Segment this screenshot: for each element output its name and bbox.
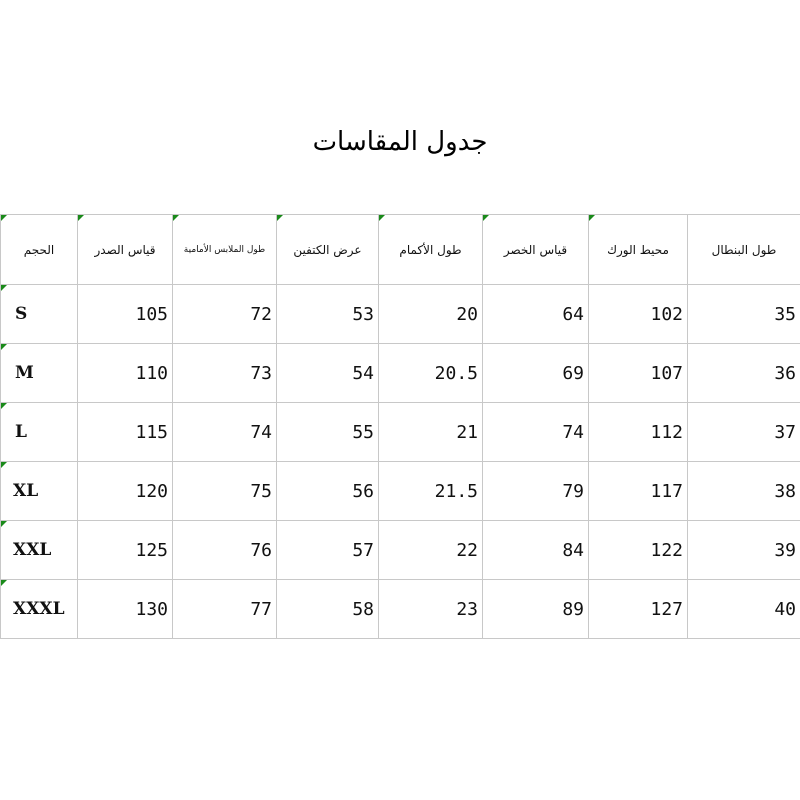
- pants-length-cell: 35: [688, 285, 800, 344]
- header-sleeve-length: طول الأكمام: [379, 215, 483, 285]
- sleeve-length-cell: 20.5: [379, 344, 483, 403]
- waist-cell: 74: [483, 403, 589, 462]
- sleeve-length-cell: 23: [379, 580, 483, 639]
- size-cell: S: [1, 285, 78, 344]
- header-row: [1, 215, 800, 285]
- header-hip: محيط الورك: [589, 215, 688, 285]
- shoulder-width-cell: 54: [277, 344, 379, 403]
- table-row: [1, 521, 800, 580]
- header-waist: قياس الخصر: [483, 215, 589, 285]
- sleeve-length-cell: 21.5: [379, 462, 483, 521]
- size-cell: M: [1, 344, 78, 403]
- header-pants-length: طول البنطال: [688, 215, 800, 285]
- sleeve-length-cell: 20: [379, 285, 483, 344]
- hip-cell: 102: [589, 285, 688, 344]
- front-length-cell: 76: [173, 521, 277, 580]
- front-length-cell: 74: [173, 403, 277, 462]
- sleeve-length-cell: 21: [379, 403, 483, 462]
- hip-cell: 117: [589, 462, 688, 521]
- hip-cell: 122: [589, 521, 688, 580]
- hip-cell: 107: [589, 344, 688, 403]
- size-chart-table: [0, 214, 800, 639]
- page-title: جدول المقاسات: [312, 127, 488, 157]
- sleeve-length-cell: 22: [379, 521, 483, 580]
- pants-length-cell: 39: [688, 521, 800, 580]
- pants-length-cell: 38: [688, 462, 800, 521]
- size-cell: XL: [1, 462, 78, 521]
- front-length-cell: 75: [173, 462, 277, 521]
- waist-cell: 84: [483, 521, 589, 580]
- front-length-cell: 72: [173, 285, 277, 344]
- shoulder-width-cell: 58: [277, 580, 379, 639]
- pants-length-cell: 37: [688, 403, 800, 462]
- front-length-cell: 77: [173, 580, 277, 639]
- front-length-cell: 73: [173, 344, 277, 403]
- shoulder-width-cell: 55: [277, 403, 379, 462]
- header-chest: قياس الصدر: [78, 215, 173, 285]
- header-shoulder-width: عرض الكتفين: [277, 215, 379, 285]
- hip-cell: 112: [589, 403, 688, 462]
- waist-cell: 89: [483, 580, 589, 639]
- hip-cell: 127: [589, 580, 688, 639]
- pants-length-cell: 40: [688, 580, 800, 639]
- shoulder-width-cell: 57: [277, 521, 379, 580]
- header-size: الحجم: [1, 215, 78, 285]
- size-cell: L: [1, 403, 78, 462]
- size-cell: XXL: [1, 521, 78, 580]
- waist-cell: 69: [483, 344, 589, 403]
- table-row: [1, 403, 800, 462]
- header-front-length: طول الملابس الأمامية: [173, 215, 277, 285]
- shoulder-width-cell: 56: [277, 462, 379, 521]
- shoulder-width-cell: 53: [277, 285, 379, 344]
- chest-cell: 120: [78, 462, 173, 521]
- table-row: [1, 580, 800, 639]
- table-row: [1, 285, 800, 344]
- waist-cell: 79: [483, 462, 589, 521]
- waist-cell: 64: [483, 285, 589, 344]
- pants-length-cell: 36: [688, 344, 800, 403]
- table-row: [1, 344, 800, 403]
- table-row: [1, 462, 800, 521]
- chest-cell: 115: [78, 403, 173, 462]
- chest-cell: 130: [78, 580, 173, 639]
- chest-cell: 110: [78, 344, 173, 403]
- chest-cell: 105: [78, 285, 173, 344]
- chest-cell: 125: [78, 521, 173, 580]
- size-cell: XXXL: [1, 580, 78, 639]
